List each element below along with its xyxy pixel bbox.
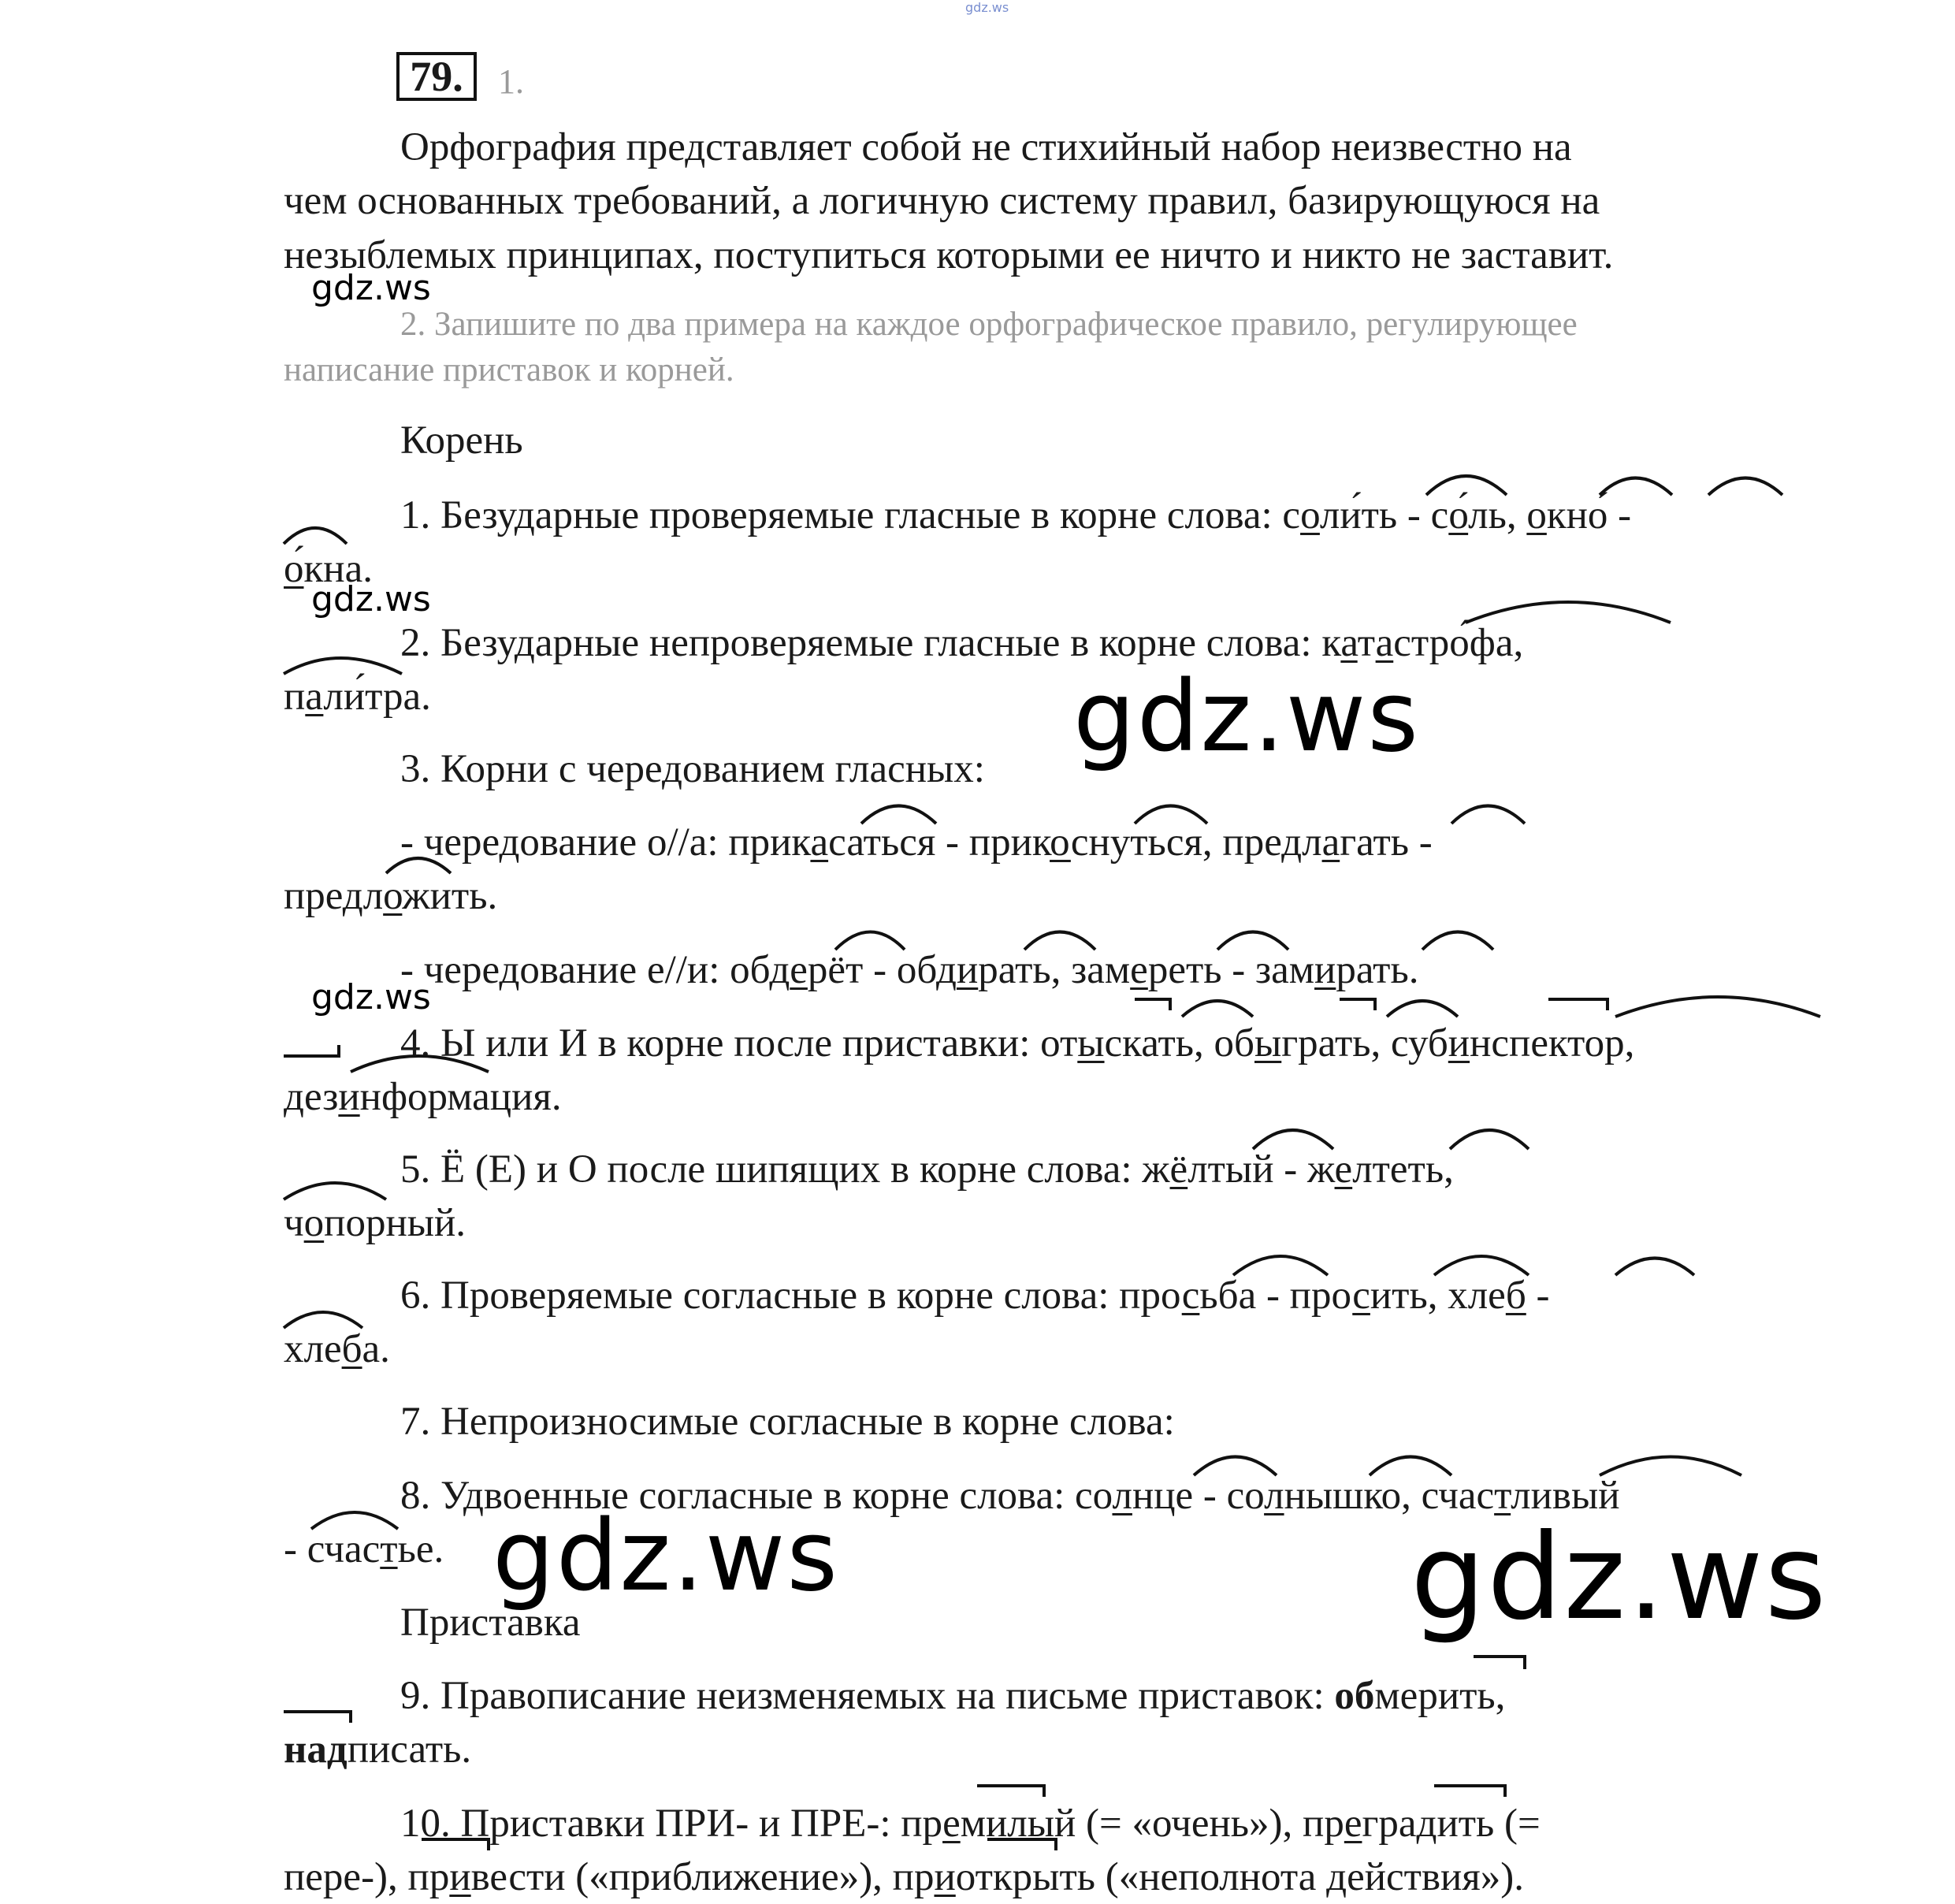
root-arc <box>861 806 936 824</box>
rule-2-line-2: пали́тра. <box>284 675 431 719</box>
root-arc <box>1387 1001 1458 1017</box>
rule-4-line-2: дезинформация. <box>284 1075 562 1119</box>
prefix-bracket <box>284 1712 351 1723</box>
root-arc <box>1370 1457 1451 1476</box>
rule-10-line-2: пере-), привести («приближение»), приоткрыть («неполнота действия»). <box>284 1855 1525 1899</box>
rule-1-line-2: о́кна. <box>284 547 373 591</box>
paragraph-line-1: Орфография представляет собой не стихийный набор неизвестно на <box>400 125 1572 169</box>
rule-9-line-1: 9. Правописание неизменяемых на письме приставок: обмерить, <box>400 1674 1506 1718</box>
top-watermark: gdz.ws <box>965 0 1009 15</box>
root-arc <box>1451 806 1525 824</box>
root-arc <box>284 1183 386 1199</box>
section-root: Корень <box>400 418 523 463</box>
root-arc <box>1615 1259 1694 1276</box>
prefix-bracket <box>422 1839 489 1850</box>
rule-7: 7. Непроизносимые согласные в корне слова: <box>400 1400 1175 1444</box>
prefix-bracket <box>1340 999 1375 1010</box>
task2-line-2: написание приставок и корней. <box>284 351 734 389</box>
rule-3b: - чередование е//и: обдерёт - обдирать, замереть - замирать. <box>400 948 1419 992</box>
rule-1-line-1: 1. Безударные проверяемые гласные в корне слова: соли́ть - со́ль, окно́ - <box>400 493 1632 537</box>
prefix-bracket <box>1135 999 1170 1010</box>
root-arc <box>1135 806 1207 824</box>
root-arc <box>1600 478 1672 496</box>
root-arc <box>1194 1457 1277 1476</box>
prefix-bracket <box>284 1045 339 1056</box>
root-arc <box>1217 932 1288 950</box>
root-arc <box>1182 1001 1253 1017</box>
paragraph-line-3: незыблемых принципах, поступиться которыми ее ничто и никто не заставит. <box>284 233 1614 277</box>
root-arc <box>1434 1256 1529 1275</box>
section-prefix: Приставка <box>400 1601 581 1645</box>
prefix-bracket <box>987 1839 1056 1850</box>
rule-6-line-2: хлеба. <box>284 1327 390 1371</box>
rule-4-line-1: 4. Ы или И в корне после приставки: отыскать, обыграть, субинспектор, <box>400 1021 1635 1065</box>
root-arc <box>1233 1256 1328 1275</box>
root-arc <box>284 528 347 544</box>
root-arc <box>284 1312 362 1328</box>
root-arc <box>351 1056 489 1072</box>
root-arc <box>1600 1457 1741 1476</box>
rule-5-line-1: 5. Ё (Е) и О после шипящих в корне слова: жёлтый - желтеть, <box>400 1147 1454 1192</box>
root-arc <box>1253 1130 1333 1149</box>
prefix-bracket <box>1474 1657 1525 1669</box>
root-arc <box>1426 476 1507 495</box>
watermark: gdz.ws <box>311 977 431 1017</box>
rule-3: 3. Корни с чередованием гласных: <box>400 747 985 791</box>
rule-6-line-1: 6. Проверяемые согласные в корне слова: просьба - просить, хлеб - <box>400 1274 1550 1318</box>
rule-3a-line-2: предложить. <box>284 874 498 918</box>
watermark: gdz.ws <box>1410 1509 1828 1646</box>
task1-label: 1. <box>498 62 524 101</box>
watermark: gdz.ws <box>1073 660 1420 774</box>
root-arc <box>1450 1130 1529 1149</box>
rule-5-line-2: чопорный. <box>284 1201 466 1245</box>
watermark: gdz.ws <box>492 1500 839 1613</box>
root-arc <box>386 858 451 873</box>
root-arc <box>1615 997 1820 1017</box>
prefix-bracket <box>1548 999 1607 1010</box>
rule-10-line-1: 10. Приставки ПРИ- и ПРЕ-: премилый (= «очень»), преградить (= <box>400 1802 1541 1846</box>
root-arc <box>284 658 402 674</box>
rule-8-line-2: - счастье. <box>284 1527 444 1571</box>
root-arc <box>1708 478 1782 496</box>
root-arc <box>835 932 905 950</box>
root-arc <box>1024 932 1095 950</box>
exercise-number: 79. <box>396 52 477 101</box>
root-arc <box>1422 932 1493 950</box>
rule-9-line-2: надписать. <box>284 1727 472 1772</box>
rule-8-line-1: 8. Удвоенные согласные в корне слова: солнце - солнышко, счастливый <box>400 1474 1620 1518</box>
prefix-bracket <box>977 1786 1044 1797</box>
paragraph-line-2: чем основанных требований, а логичную систему правил, базирующуюся на <box>284 179 1600 223</box>
prefix-bracket <box>1434 1786 1505 1797</box>
task2-line-1: 2. Запишите по два примера на каждое орфографическое правило, регулирующее <box>400 306 1578 343</box>
root-arc <box>1466 602 1671 623</box>
rule-2-line-1: 2. Безударные непроверяемые гласные в корне слова: катастро́фа, <box>400 621 1524 665</box>
watermark: gdz.ws <box>311 268 431 308</box>
root-arc <box>311 1512 398 1529</box>
watermark: gdz.ws <box>311 579 431 619</box>
rule-3a-line-1: - чередование о//а: прикасаться - прикоснуться, предлагать - <box>400 820 1433 865</box>
